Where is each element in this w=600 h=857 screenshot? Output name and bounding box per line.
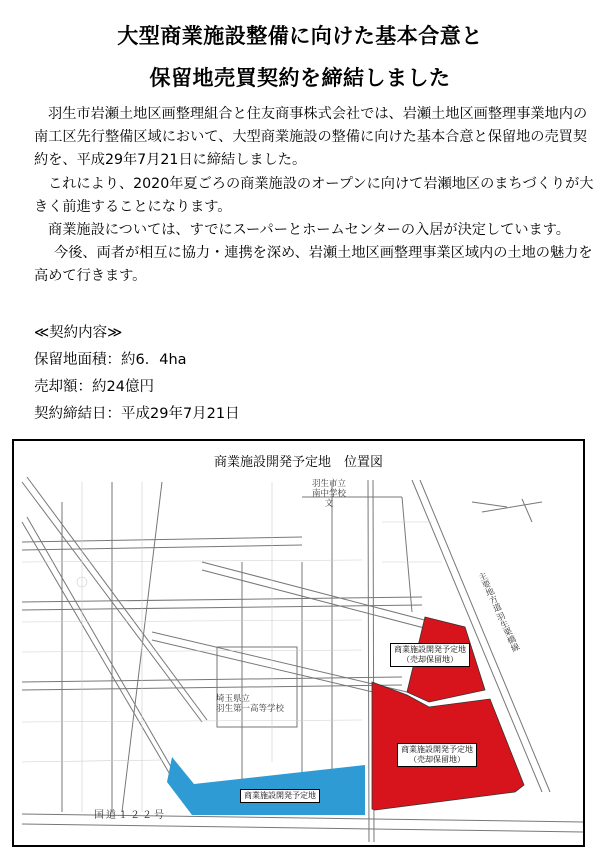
page-title-line1: 大型商業施設整備に向けた基本合意と — [117, 24, 483, 48]
label-line: 商業施設開発予定地 — [394, 645, 466, 654]
red-lower-label — [397, 743, 477, 767]
paragraph: 羽生市岩瀬土地区画整理組合と住友商事株式会社では、岩瀬土地区画整理事業地内の南工区先行整備区域において、大型商業施設の整備に向けた基本合意と保留地の売買契約を、平成29年7月21日に締結しました。 — [34, 106, 588, 169]
blue-area — [167, 757, 365, 815]
paragraph: 商業施設については、すでにスーパーとホームセンターの入居が決定しています。 — [48, 222, 570, 239]
paragraph: これにより、2020年夏ごろの商業施設のオープンに向けて岩瀬地区のまちづくりが大きく前進することになります。 — [34, 175, 594, 215]
junior-high-label — [312, 479, 346, 509]
red-upper-label — [390, 643, 470, 667]
national-route-label: 国道１２２号 — [94, 810, 166, 821]
label-line: 南中学校 — [312, 489, 347, 499]
label-line: 羽生第一高等学校 — [216, 704, 285, 714]
contract-item: 保留地面積：約6．4ha — [34, 352, 187, 368]
contract-item: 売却額：約24億円 — [34, 379, 154, 395]
high-school-label — [216, 694, 284, 714]
location-map — [12, 439, 585, 847]
label-line: （売却保留地） — [409, 755, 465, 764]
label-line: （売却保留地） — [402, 655, 458, 664]
contract-item: 契約締結日：平成29年7月21日 — [34, 406, 240, 422]
map-drawing — [14, 441, 585, 847]
prefectural-road-name: 羽生栗橋線 — [493, 610, 521, 654]
contract-details — [34, 320, 240, 428]
label-line: 商業施設開発予定地 — [401, 745, 473, 754]
map-title: 商業施設開発予定地 位置図 — [213, 455, 383, 470]
page-title-line2: 保留地売買契約を締結しました — [149, 66, 451, 90]
paragraph: 今後、両者が相互に協力・連携を深め、岩瀬土地区画整理事業区域内の土地の魅力を高めて行きます。 — [34, 245, 593, 285]
body-text — [34, 103, 594, 289]
blue-label: 商業施設開発予定地 — [240, 789, 320, 803]
label-line: 文 — [324, 499, 334, 509]
label-line: 羽生市立 — [312, 479, 347, 489]
label-line: 埼玉県立 — [216, 694, 251, 704]
prefectural-road-label: 主要地方道 — [475, 570, 503, 614]
contract-heading: ≪契約内容≫ — [34, 325, 123, 341]
